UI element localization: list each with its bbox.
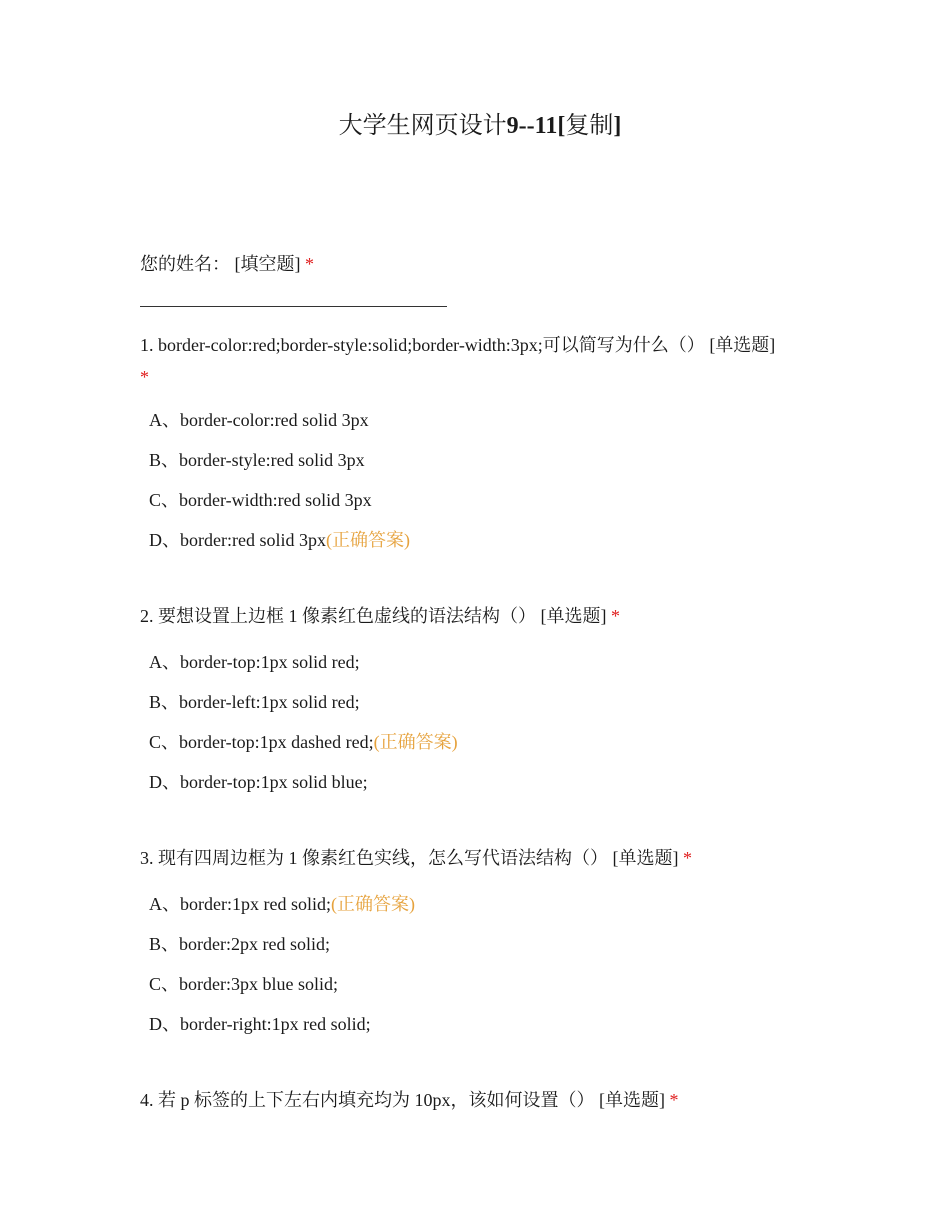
question-3-options: [149, 892, 415, 1052]
question-type: [单选题]: [599, 1090, 665, 1110]
question-1: [140, 329, 810, 393]
option-b[interactable]: [149, 448, 410, 488]
question-text: 若 p 标签的上下左右内填充均为 10px，该如何设置（）: [153, 1090, 595, 1110]
question-number: 3.: [140, 848, 154, 868]
option-text: B、border:2px red solid;: [149, 934, 330, 954]
correct-answer-note: (正确答案): [373, 732, 458, 752]
option-b[interactable]: [149, 690, 458, 730]
question-3: [140, 842, 810, 874]
option-text: D、border-top:1px solid blue;: [149, 772, 368, 792]
option-text: C、border:3px blue solid;: [149, 974, 338, 994]
option-text: B、border-left:1px solid red;: [149, 692, 360, 712]
question-2-options: [149, 650, 458, 810]
correct-answer-note: (正确答案): [325, 530, 410, 550]
question-text: border-color:red;border-style:solid;border-width:3px;可以简写为什么（）: [153, 335, 705, 355]
title-bracket: ]: [613, 113, 622, 139]
required-mark: *: [305, 254, 314, 274]
question-4: [140, 1084, 810, 1116]
option-c[interactable]: [149, 730, 458, 770]
question-number: 2.: [140, 606, 154, 626]
title-main: 大学生网页设计: [338, 113, 507, 139]
required-mark: *: [669, 1090, 679, 1110]
option-text: B、border-style:red solid 3px: [149, 450, 365, 470]
option-d[interactable]: [149, 770, 458, 810]
option-text: D、border-right:1px red solid;: [149, 1014, 371, 1034]
name-question-label: 您的姓名：: [140, 254, 230, 274]
question-1-options: [149, 408, 410, 568]
option-text: A、border-top:1px solid red;: [149, 652, 360, 672]
option-c[interactable]: [149, 488, 410, 528]
question-number: 4.: [140, 1090, 154, 1110]
option-b[interactable]: [149, 932, 415, 972]
question-type: [单选题]: [540, 606, 607, 626]
page-title: [0, 110, 950, 142]
option-a[interactable]: [149, 892, 415, 932]
question-type: [单选题]: [709, 335, 776, 355]
required-mark: *: [683, 848, 692, 868]
name-fill-blank[interactable]: [140, 306, 447, 307]
option-text: C、border-top:1px dashed red;: [149, 732, 374, 752]
option-text: C、border-width:red solid 3px: [149, 490, 372, 510]
option-text: D、border:red solid 3px: [149, 530, 326, 550]
question-text: 现有四周边框为 1 像素红色实线，怎么写代语法结构（）: [153, 848, 608, 868]
option-a[interactable]: [149, 408, 410, 448]
title-copy: 复制: [565, 113, 614, 139]
name-question: [140, 251, 314, 277]
question-text: 要想设置上边框 1 像素红色虚线的语法结构（）: [153, 606, 536, 626]
option-text: A、border:1px red solid;: [149, 894, 331, 914]
option-c[interactable]: [149, 972, 415, 1012]
name-question-type: [填空题]: [234, 254, 301, 274]
option-text: A、border-color:red solid 3px: [149, 410, 369, 430]
required-mark: *: [140, 367, 149, 387]
question-type: [单选题]: [612, 848, 679, 868]
option-a[interactable]: [149, 650, 458, 690]
title-number: 9--11[: [506, 113, 566, 139]
option-d[interactable]: [149, 1012, 415, 1052]
question-number: 1.: [140, 335, 154, 355]
option-d[interactable]: [149, 528, 410, 568]
required-mark: *: [611, 606, 620, 626]
correct-answer-note: (正确答案): [330, 894, 415, 914]
question-2: [140, 600, 810, 632]
